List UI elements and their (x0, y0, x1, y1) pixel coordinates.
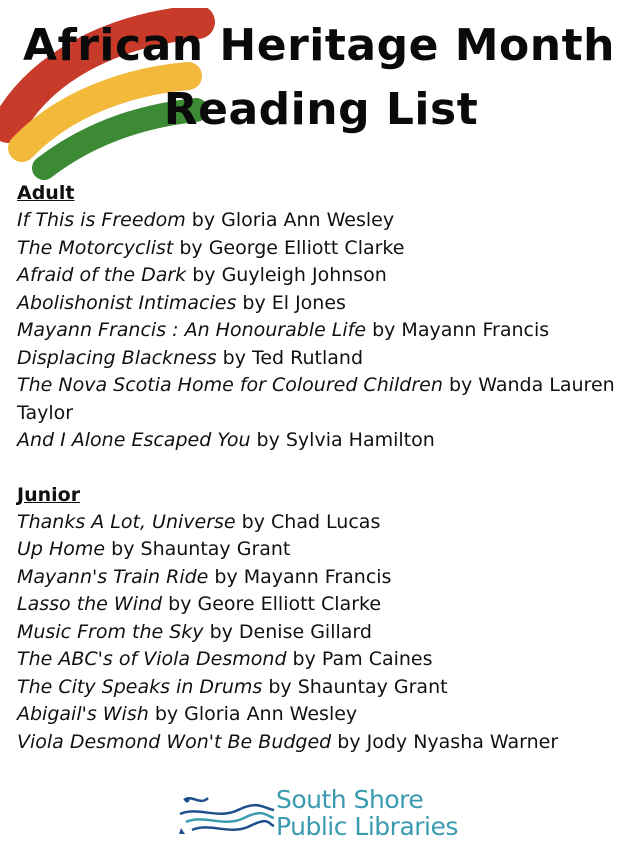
book-author: by Guyleigh Johnson (186, 264, 387, 286)
book-title: Up Home (17, 538, 106, 560)
header (0, 0, 638, 180)
book-title: And I Alone Escaped You (17, 429, 251, 451)
book-entry (17, 646, 629, 674)
book-author: by Shauntay Grant (262, 675, 448, 698)
book-title: Thanks A Lot, Universe (17, 510, 236, 533)
book-author: by Gloria Ann Wesley (185, 209, 395, 231)
book-title: Lasso the Wind (17, 593, 163, 615)
book-author: by Shauntay Grant (105, 538, 291, 560)
book-entry (17, 701, 629, 729)
page-title-line1: African Heritage Month (23, 20, 615, 71)
book-author: by Wanda Lauren Taylor (17, 374, 615, 424)
book-author: by Pam Caines (286, 648, 433, 670)
book-title: Music From the Sky (17, 620, 204, 643)
waves-bird-logo-icon (178, 790, 278, 840)
book-entry (17, 619, 629, 647)
book-title: If This is Freedom (17, 209, 186, 231)
book-author: by Gloria Ann Wesley (148, 703, 358, 725)
library-logo (178, 786, 478, 842)
book-entry (17, 427, 629, 455)
section-heading-junior: Junior (17, 483, 81, 506)
book-entry (17, 729, 629, 757)
page-title-line2: Reading List (163, 84, 479, 135)
book-title: The ABC's of Viola Desmond (17, 648, 287, 670)
logo-line2: Public Libraries (276, 812, 458, 841)
logo-line1: South Shore (276, 785, 424, 814)
book-author: by El Jones (236, 291, 346, 314)
book-author: by Geore Elliott Clarke (162, 593, 382, 615)
book-author: by Denise Gillard (203, 620, 372, 643)
book-entry (17, 345, 629, 373)
book-entry (17, 262, 629, 290)
book-title: The Nova Scotia Home for Coloured Children (17, 374, 443, 396)
book-title: Abolishonist Intimacies (17, 291, 237, 314)
book-title: The City Speaks in Drums (17, 675, 263, 698)
book-title: Afraid of the Dark (17, 264, 187, 286)
reading-list (17, 180, 629, 756)
book-author: by Jody Nyasha Warner (331, 730, 559, 753)
book-author: by George Elliott Clarke (173, 236, 405, 259)
book-author: by Ted Rutland (216, 346, 364, 369)
book-title: Abigail's Wish (17, 703, 149, 725)
book-author: by Chad Lucas (235, 510, 381, 533)
book-entry (17, 509, 629, 537)
book-entry (17, 372, 629, 427)
book-entry (17, 674, 629, 702)
book-entry (17, 317, 629, 345)
book-title: Displacing Blackness (17, 346, 217, 369)
junior-book-list (17, 509, 629, 757)
section-heading-adult: Adult (17, 182, 75, 204)
adult-book-list (17, 207, 629, 455)
book-author: by Mayann Francis (366, 319, 550, 341)
book-author: by Mayann Francis (208, 565, 392, 588)
book-title: Viola Desmond Won't Be Budged (17, 730, 332, 753)
book-entry (17, 591, 629, 619)
book-entry (17, 290, 629, 318)
book-title: Mayann Francis : An Honourable Life (17, 319, 367, 341)
book-title: The Motorcyclist (17, 236, 174, 259)
book-title: Mayann's Train Ride (17, 565, 209, 588)
book-entry (17, 564, 629, 592)
book-entry (17, 235, 629, 263)
book-entry (17, 207, 629, 235)
book-author: by Sylvia Hamilton (250, 429, 435, 451)
book-entry (17, 536, 629, 564)
